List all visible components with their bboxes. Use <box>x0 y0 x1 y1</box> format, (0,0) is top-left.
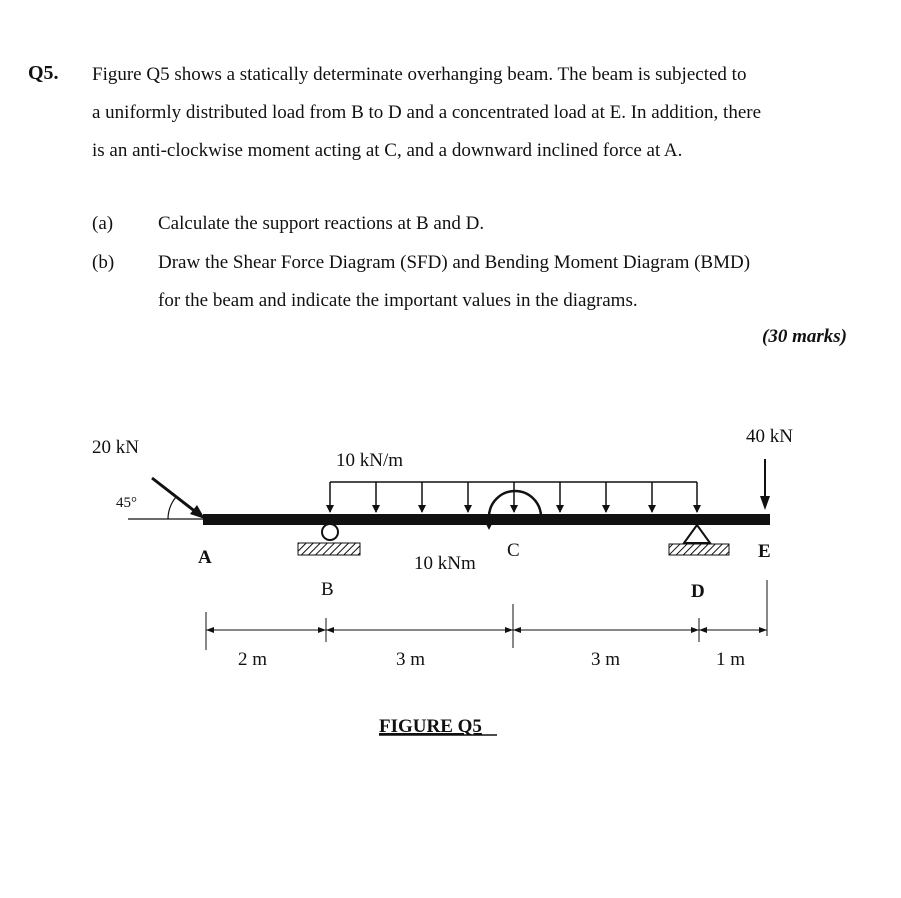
dim-bc-label: 3 m <box>396 649 426 670</box>
support-d <box>669 525 729 555</box>
moment-label: 10 kNm <box>414 553 476 574</box>
question-number: Q5. <box>28 62 59 84</box>
part-b-label: (b) <box>92 252 115 273</box>
part-a-text: Calculate the support reactions at B and D. <box>158 213 485 234</box>
angle-label: 45° <box>116 495 137 511</box>
inclined-force-label: 20 kN <box>92 437 139 458</box>
dim-ab-label: 2 m <box>238 649 268 670</box>
part-b-text-2: for the beam and indicate the important values in the diagrams. <box>158 290 638 311</box>
dimension-line <box>206 580 767 650</box>
point-c-label: C <box>507 540 520 561</box>
point-b-label: B <box>321 579 334 600</box>
figure-caption: FIGURE Q5 <box>379 716 482 737</box>
dim-cd-label: 3 m <box>591 649 621 670</box>
support-b <box>298 524 360 555</box>
question-line-2: a uniformly distributed load from B to D and a concentrated load at E. In addition, there <box>92 102 762 123</box>
dim-de-label: 1 m <box>716 649 746 670</box>
udl-load <box>330 482 697 512</box>
question-line-3: is an anti-clockwise moment acting at C, and a downward inclined force at A. <box>92 140 683 161</box>
angle-arc <box>168 497 176 519</box>
marks-label: (30 marks) <box>762 326 847 347</box>
point-d-label: D <box>691 581 705 602</box>
question-line-1: Figure Q5 shows a statically determinate overhanging beam. The beam is subjected to <box>92 64 747 85</box>
part-b-text-1: Draw the Shear Force Diagram (SFD) and Bending Moment Diagram (BMD) <box>158 252 751 273</box>
point-load-arrow <box>760 459 770 510</box>
part-a-label: (a) <box>92 213 114 234</box>
inclined-force-arrow <box>152 478 205 519</box>
point-e-label: E <box>758 541 771 562</box>
point-load-label: 40 kN <box>746 426 793 447</box>
point-a-label: A <box>198 547 212 568</box>
udl-label: 10 kN/m <box>336 450 404 471</box>
